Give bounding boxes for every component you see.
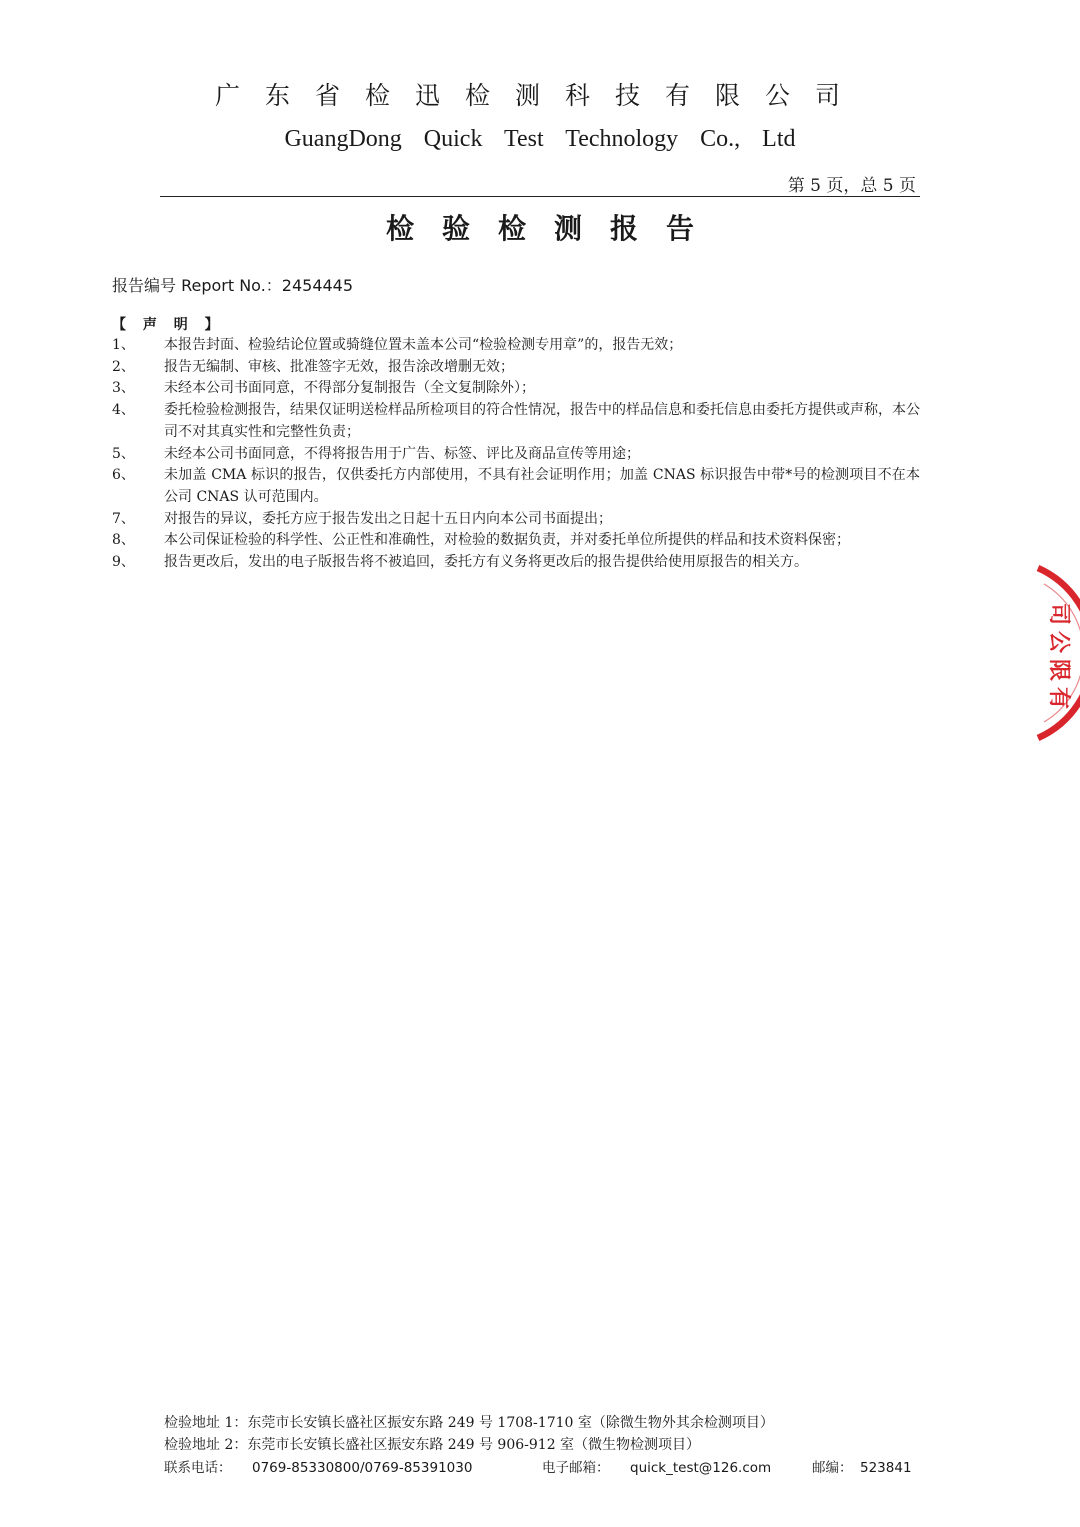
declaration-heading: 【 声 明 】 <box>112 317 219 333</box>
declaration-item-text: 未经本公司书面同意，不得部分复制报告（全文复制除外）； <box>164 380 535 397</box>
declaration-item-number: 6、 <box>112 467 135 484</box>
declaration-item-number: 1、 <box>112 337 135 353</box>
declaration-item <box>112 335 920 357</box>
declaration-item-number: 7、 <box>112 510 135 527</box>
declaration-item <box>112 465 920 508</box>
declaration-item-text: 未经本公司书面同意，不得将报告用于广告、标签、评比及商品宣传等用途； <box>164 445 640 462</box>
declaration-item-number: 3、 <box>112 380 135 397</box>
declaration-item-text: 本报告封面、检验结论位置或骑缝位置未盖本公司“检验检测专用章”的，报告无效； <box>164 337 683 353</box>
postcode-label: 邮编： <box>812 1460 853 1476</box>
postcode: 523841 <box>860 1460 912 1476</box>
lab-address-1: 检验地址 1：东莞市长安镇长盛社区振安东路 249 号 1708-1710 室（除微生物外其余检测项目） <box>164 1415 774 1431</box>
declaration-item-text: 报告无编制、审核、批准签字无效，报告涂改增删无效； <box>164 358 514 375</box>
declaration-item-text: 未加盖 CMA 标识的报告，仅供委托方内部使用，不具有社会证明作用；加盖 CNAS 标识报告中带*号的检测项目不在本公司 CNAS 认可范围内。 <box>164 467 920 505</box>
declaration-item <box>112 444 920 466</box>
svg-text:司公限有: 司公限有 <box>1046 603 1071 716</box>
declaration-item-text: 对报告的异议，委托方应于报告发出之日起十五日内向本公司书面提出； <box>164 510 612 527</box>
declaration-item <box>112 530 920 552</box>
email-label: 电子邮箱： <box>542 1460 610 1476</box>
declaration-item-text: 委托检验检测报告，结果仅证明送检样品所检项目的符合性情况，报告中的样品信息和委托信息由委托方提供或声称，本公司不对其真实性和完整性负责； <box>164 402 920 440</box>
footer <box>164 1412 924 1480</box>
lab-address-2: 检验地址 2：东莞市长安镇长盛社区振安东路 249 号 906-912 室（微生物检测项目） <box>164 1437 701 1453</box>
declaration-item-number: 9、 <box>112 554 135 571</box>
phone-number: 0769-85330800/0769-85391030 <box>252 1460 473 1476</box>
declaration-item <box>112 378 920 400</box>
declaration-list <box>112 335 920 574</box>
company-name-chinese: 广东省检迅检测科技有限公司 <box>214 81 865 110</box>
contact-line <box>164 1456 924 1480</box>
document-title: 检验检测报告 <box>385 212 722 245</box>
company-seal-stamp <box>1030 558 1080 748</box>
declaration-item <box>112 357 920 379</box>
declaration-item-number: 4、 <box>112 402 135 419</box>
declaration-item <box>112 552 920 574</box>
declaration-item <box>112 400 920 443</box>
company-name-english: GuangDong Quick Test Technology Co., Ltd <box>284 126 796 152</box>
declaration-item-number: 8、 <box>112 532 135 549</box>
email-address: quick_test@126.com <box>630 1460 772 1476</box>
declaration-item-text: 本公司保证检验的科学性、公正性和准确性，对检验的数据负责，并对委托单位所提供的样品和技术资料保密； <box>164 532 850 549</box>
declaration-item-text: 报告更改后，发出的电子版报告将不被追回，委托方有义务将更改后的报告提供给使用原报告的相关方。 <box>164 554 808 571</box>
declaration-item-number: 5、 <box>112 445 135 462</box>
report-number: 报告编号 Report No.：2454445 <box>112 276 354 295</box>
phone-label: 联系电话： <box>164 1460 232 1476</box>
page-indicator: 第 5 页，总 5 页 <box>787 176 916 196</box>
declaration-item <box>112 509 920 531</box>
header-divider <box>160 196 920 197</box>
declaration-item-number: 2、 <box>112 358 135 375</box>
